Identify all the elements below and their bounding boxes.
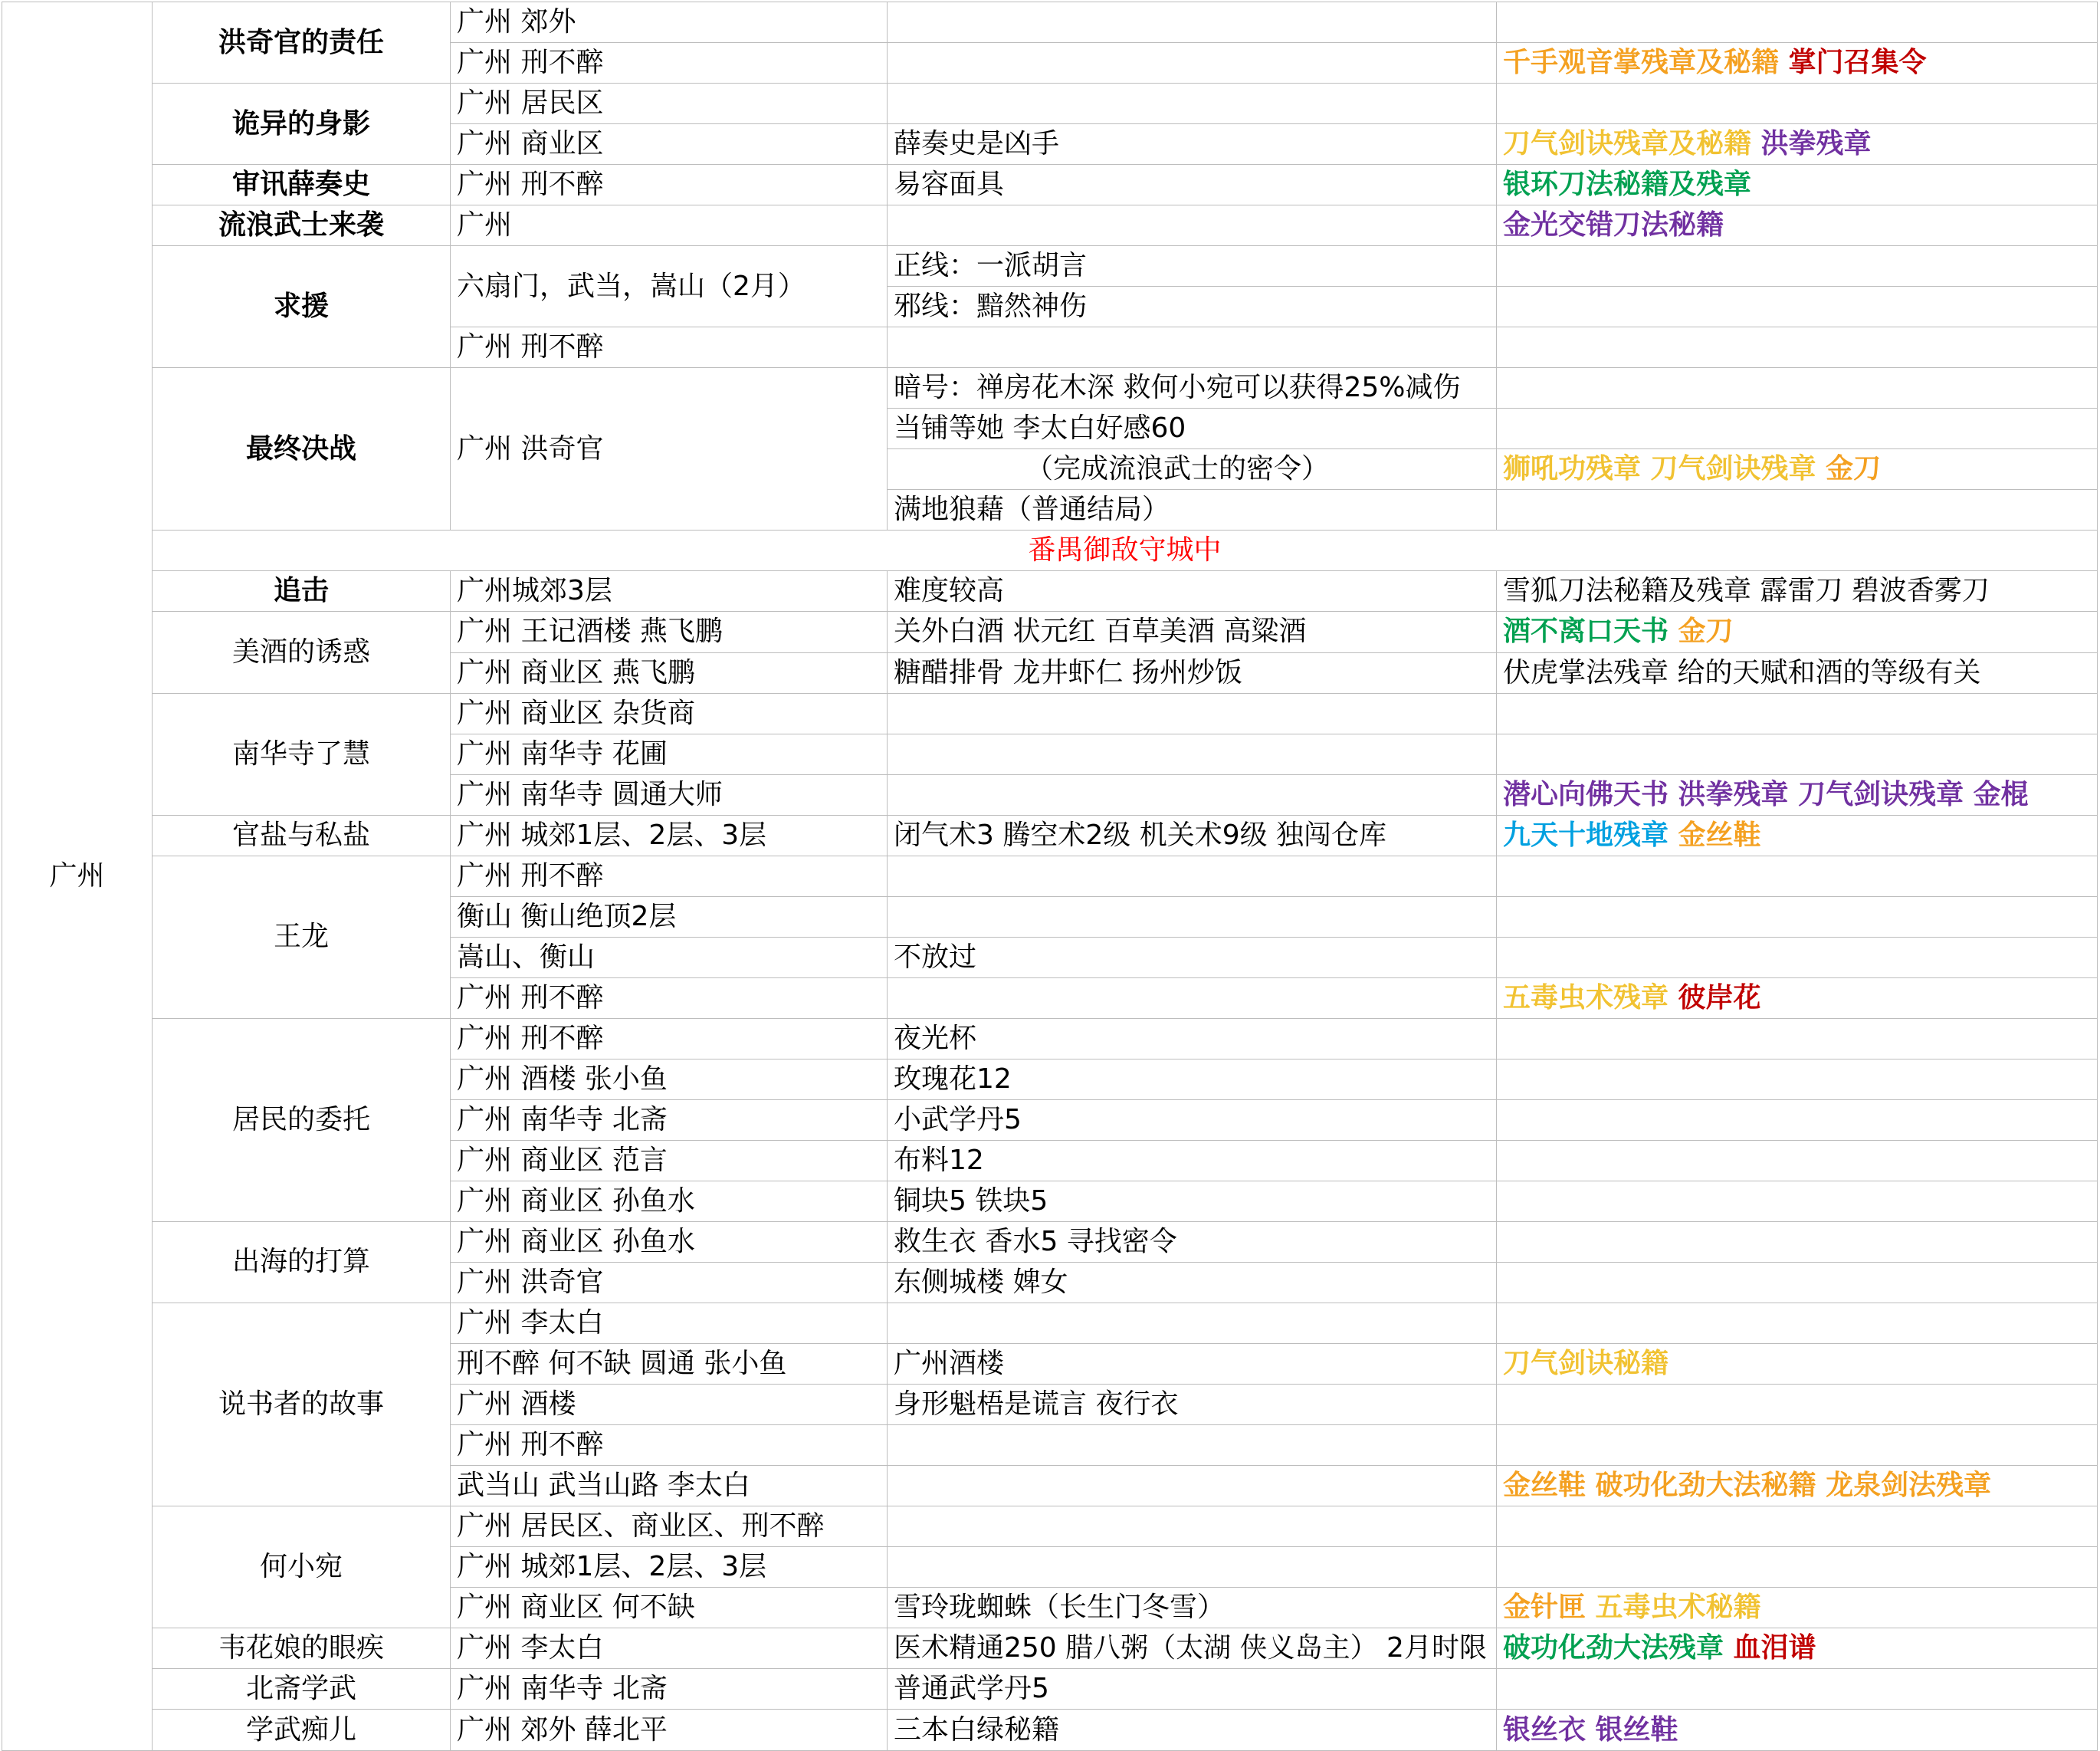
location-cell: 六扇门，武当，嵩山（2月） [451, 246, 888, 327]
condition-cell: 易容面具 [888, 165, 1497, 205]
condition-cell: 广州酒楼 [888, 1344, 1497, 1385]
table-row [2, 1506, 2098, 1547]
table-row [2, 856, 2098, 896]
condition-cell [888, 1547, 1497, 1588]
reward-cell [1497, 1181, 2098, 1221]
condition-cell [888, 774, 1497, 815]
reward-text: 五毒虫术残章 [1503, 981, 1678, 1013]
location-cell: 广州 商业区 [451, 124, 888, 165]
reward-text: 刀气剑诀秘籍 [1503, 1348, 1669, 1380]
condition-cell: 不放过 [888, 937, 1497, 977]
reward-cell [1497, 571, 2098, 612]
table-row [2, 368, 2098, 409]
reward-text: 九天十地残章 [1503, 819, 1678, 851]
reward-cell [1497, 1059, 2098, 1099]
quest-name-cell: 最终决战 [153, 368, 451, 531]
quest-name-cell: 南华寺了慧 [153, 693, 451, 815]
reward-text: 潜心向佛天书 洪拳残章 刀气剑诀残章 金棍 [1503, 778, 2029, 810]
reward-text: 金光交错刀法秘籍 [1503, 209, 1724, 241]
reward-cell [1497, 124, 2098, 165]
section-banner: 番禺御敌守城中 [153, 531, 2098, 571]
quest-name-cell: 何小宛 [153, 1506, 451, 1628]
location-cell: 刑不醉 何不缺 圆通 张小鱼 [451, 1344, 888, 1385]
location-cell: 广州 刑不醉 [451, 1018, 888, 1059]
condition-cell: 铜块5 铁块5 [888, 1181, 1497, 1221]
condition-cell [888, 977, 1497, 1018]
reward-cell [1497, 327, 2098, 368]
location-cell: 广州 刑不醉 [451, 43, 888, 84]
reward-cell [1497, 774, 2098, 815]
condition-cell: 玫瑰花12 [888, 1059, 1497, 1099]
location-cell: 广州 商业区 孙鱼水 [451, 1221, 888, 1262]
location-cell: 嵩山、衡山 [451, 937, 888, 977]
condition-cell: 满地狼藉（普通结局） [888, 490, 1497, 531]
table-row [2, 246, 2098, 287]
condition-cell: 雪玲珑蜘蛛（长生门冬雪） [888, 1588, 1497, 1628]
reward-text: 雪狐刀法秘籍及残章 霹雷刀 碧波香雾刀 [1503, 575, 1990, 607]
table-row [2, 815, 2098, 856]
reward-cell [1497, 1303, 2098, 1344]
table-row [2, 84, 2098, 124]
condition-cell: 糖醋排骨 龙井虾仁 扬州炒饭 [888, 652, 1497, 693]
condition-cell: 闭气术3 腾空术2级 机关术9级 独闯仓库 [888, 815, 1497, 856]
location-cell: 衡山 衡山绝顶2层 [451, 896, 888, 937]
condition-cell: 医术精通250 腊八粥（太湖 侠义岛主） 2月时限 [888, 1628, 1497, 1669]
quest-name-cell: 韦花娘的眼疾 [153, 1628, 451, 1669]
reward-cell [1497, 937, 2098, 977]
location-cell: 广州 郊外 薛北平 [451, 1710, 888, 1751]
reward-text: 五毒虫术秘籍 [1595, 1592, 1761, 1624]
reward-cell [1497, 652, 2098, 693]
reward-cell [1497, 205, 2098, 246]
location-cell: 广州城郊3层 [451, 571, 888, 612]
quest-name-cell: 官盐与私盐 [153, 815, 451, 856]
reward-cell [1497, 449, 2098, 490]
reward-cell [1497, 1221, 2098, 1262]
reward-text: 刀气剑诀残章及秘籍 [1503, 128, 1761, 160]
quest-name-cell: 诡异的身影 [153, 84, 451, 165]
location-cell: 广州 王记酒楼 燕飞鹏 [451, 612, 888, 652]
quest-name-cell: 王龙 [153, 856, 451, 1018]
location-cell: 广州 郊外 [451, 2, 888, 43]
table-row [2, 1221, 2098, 1262]
condition-cell: 普通武学丹5 [888, 1669, 1497, 1710]
reward-cell [1497, 43, 2098, 84]
condition-cell: 身形魁梧是谎言 夜行衣 [888, 1385, 1497, 1425]
quest-name-cell: 洪奇官的责任 [153, 2, 451, 84]
table-row [2, 1669, 2098, 1710]
reward-cell [1497, 896, 2098, 937]
condition-cell [888, 1425, 1497, 1466]
table-row [2, 531, 2098, 571]
location-cell: 广州 商业区 孙鱼水 [451, 1181, 888, 1221]
condition-cell [888, 1466, 1497, 1506]
reward-text: 千手观音掌残章及秘籍 [1503, 47, 1789, 79]
table-row [2, 2, 2098, 43]
location-cell: 广州 城郊1层、2层、3层 [451, 815, 888, 856]
condition-cell: 正线：一派胡言 [888, 246, 1497, 287]
condition-cell [888, 2, 1497, 43]
condition-cell: 小武学丹5 [888, 1099, 1497, 1140]
condition-cell: （完成流浪武士的密令） [888, 449, 1497, 490]
reward-text: 酒不离口天书 [1503, 616, 1678, 648]
quest-name-cell: 学武痴儿 [153, 1710, 451, 1751]
location-cell: 广州 南华寺 圆通大师 [451, 774, 888, 815]
table-row [2, 165, 2098, 205]
table-row [2, 612, 2098, 652]
condition-cell [888, 896, 1497, 937]
quest-name-cell: 流浪武士来袭 [153, 205, 451, 246]
reward-cell [1497, 84, 2098, 124]
quest-table [2, 2, 2098, 1751]
condition-cell: 当铺等她 李太白好感60 [888, 409, 1497, 449]
location-cell: 广州 刑不醉 [451, 1425, 888, 1466]
reward-text: 金刀 [1678, 616, 1734, 648]
reward-cell [1497, 1262, 2098, 1303]
reward-cell [1497, 490, 2098, 531]
condition-cell: 难度较高 [888, 571, 1497, 612]
table-row [2, 571, 2098, 612]
location-cell: 广州 城郊1层、2层、3层 [451, 1547, 888, 1588]
condition-cell [888, 856, 1497, 896]
quest-name-cell: 求援 [153, 246, 451, 368]
location-cell: 广州 商业区 何不缺 [451, 1588, 888, 1628]
reward-text: 狮吼功残章 [1503, 453, 1651, 485]
quest-name-cell: 居民的委托 [153, 1018, 451, 1221]
reward-cell [1497, 287, 2098, 327]
location-cell: 广州 南华寺 北斋 [451, 1099, 888, 1140]
region-cell: 广州 [2, 2, 153, 1751]
condition-cell [888, 1506, 1497, 1547]
location-cell: 广州 酒楼 [451, 1385, 888, 1425]
condition-cell: 薛奏史是凶手 [888, 124, 1497, 165]
condition-cell [888, 693, 1497, 734]
location-cell: 广州 洪奇官 [451, 368, 888, 531]
reward-cell [1497, 246, 2098, 287]
location-cell: 武当山 武当山路 李太白 [451, 1466, 888, 1506]
condition-cell [888, 43, 1497, 84]
location-cell: 广州 李太白 [451, 1628, 888, 1669]
reward-cell [1497, 165, 2098, 205]
location-cell: 广州 商业区 杂货商 [451, 693, 888, 734]
reward-cell [1497, 734, 2098, 774]
quest-name-cell: 北斋学武 [153, 1669, 451, 1710]
location-cell: 广州 刑不醉 [451, 856, 888, 896]
reward-text: 银环刀法秘籍及残章 [1503, 169, 1752, 201]
reward-cell [1497, 1344, 2098, 1385]
table-row [2, 1018, 2098, 1059]
condition-cell [888, 734, 1497, 774]
location-cell: 广州 居民区、商业区、刑不醉 [451, 1506, 888, 1547]
quest-table-body [2, 2, 2098, 1751]
location-cell: 广州 李太白 [451, 1303, 888, 1344]
condition-cell: 三本白绿秘籍 [888, 1710, 1497, 1751]
quest-name-cell: 出海的打算 [153, 1221, 451, 1303]
reward-text: 刀气剑诀残章 [1650, 453, 1826, 485]
location-cell: 广州 商业区 燕飞鹏 [451, 652, 888, 693]
location-cell: 广州 商业区 范言 [451, 1140, 888, 1181]
table-row [2, 693, 2098, 734]
condition-cell: 救生衣 香水5 寻找密令 [888, 1221, 1497, 1262]
condition-cell: 布料12 [888, 1140, 1497, 1181]
reward-cell [1497, 1710, 2098, 1751]
condition-cell [888, 327, 1497, 368]
location-cell: 广州 刑不醉 [451, 977, 888, 1018]
reward-text: 金针匣 [1503, 1592, 1596, 1624]
quest-name-cell: 说书者的故事 [153, 1303, 451, 1506]
condition-cell [888, 1303, 1497, 1344]
reward-cell [1497, 693, 2098, 734]
reward-cell [1497, 1547, 2098, 1588]
condition-cell: 暗号：禅房花木深 救何小宛可以获得25%减伤 [888, 368, 1497, 409]
quest-name-cell: 追击 [153, 571, 451, 612]
reward-cell [1497, 1588, 2098, 1628]
reward-cell [1497, 1425, 2098, 1466]
quest-name-cell: 美酒的诱惑 [153, 612, 451, 693]
condition-cell [888, 205, 1497, 246]
table-row [2, 205, 2098, 246]
reward-cell [1497, 977, 2098, 1018]
location-cell: 广州 洪奇官 [451, 1262, 888, 1303]
reward-cell [1497, 1506, 2098, 1547]
reward-cell [1497, 409, 2098, 449]
reward-cell [1497, 2, 2098, 43]
reward-text: 血泪谱 [1733, 1632, 1816, 1664]
reward-cell [1497, 815, 2098, 856]
reward-text: 洪拳残章 [1760, 128, 1872, 160]
reward-cell [1497, 1018, 2098, 1059]
location-cell: 广州 酒楼 张小鱼 [451, 1059, 888, 1099]
reward-text: 掌门召集令 [1788, 47, 1927, 79]
reward-cell [1497, 368, 2098, 409]
table-row [2, 1303, 2098, 1344]
reward-text: 金丝鞋 破功化劲大法秘籍 龙泉剑法残章 [1503, 1470, 1992, 1502]
reward-text: 银丝衣 银丝鞋 [1503, 1713, 1678, 1746]
location-cell: 广州 刑不醉 [451, 165, 888, 205]
reward-text: 金刀 [1826, 453, 1882, 485]
location-cell: 广州 [451, 205, 888, 246]
condition-cell: 关外白酒 状元红 百草美酒 高粱酒 [888, 612, 1497, 652]
location-cell: 广州 南华寺 北斋 [451, 1669, 888, 1710]
reward-cell [1497, 1669, 2098, 1710]
reward-text: 彼岸花 [1678, 981, 1761, 1013]
table-row [2, 1628, 2098, 1669]
reward-text: 破功化劲大法残章 [1503, 1632, 1734, 1664]
condition-cell: 邪线：黯然神伤 [888, 287, 1497, 327]
reward-text: 伏虎掌法残章 给的天赋和酒的等级有关 [1503, 656, 1981, 688]
condition-cell: 东侧城楼 婢女 [888, 1262, 1497, 1303]
reward-cell [1497, 856, 2098, 896]
condition-cell: 夜光杯 [888, 1018, 1497, 1059]
reward-cell [1497, 1628, 2098, 1669]
location-cell: 广州 南华寺 花圃 [451, 734, 888, 774]
location-cell: 广州 居民区 [451, 84, 888, 124]
condition-cell [888, 84, 1497, 124]
table-row [2, 1710, 2098, 1751]
reward-cell [1497, 1140, 2098, 1181]
reward-cell [1497, 1466, 2098, 1506]
location-cell: 广州 刑不醉 [451, 327, 888, 368]
reward-cell [1497, 1385, 2098, 1425]
reward-text: 金丝鞋 [1678, 819, 1761, 851]
quest-name-cell: 审讯薛奏史 [153, 165, 451, 205]
reward-cell [1497, 1099, 2098, 1140]
reward-cell [1497, 612, 2098, 652]
